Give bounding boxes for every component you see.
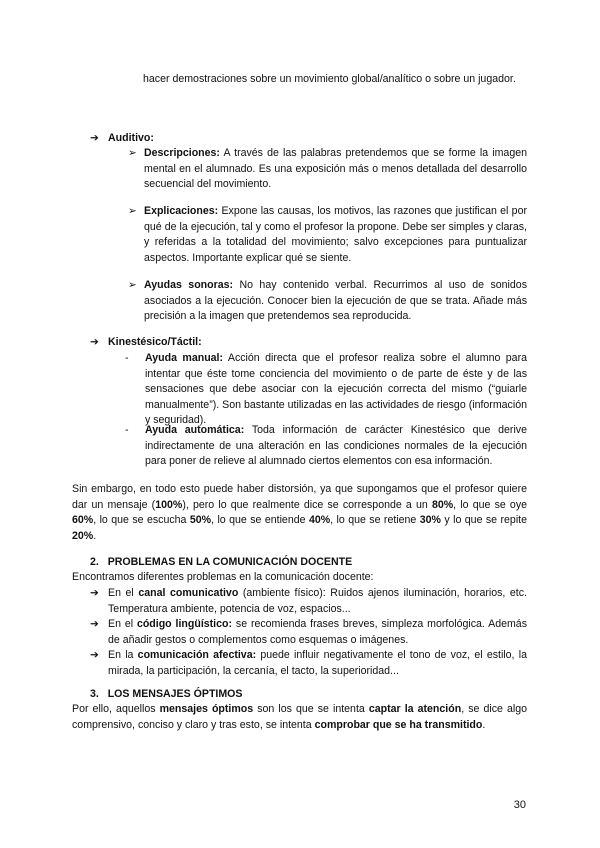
percent: 20% bbox=[72, 529, 94, 542]
list-item-text bbox=[144, 146, 527, 193]
text-run: , se dice algo comprensivo, conciso y claro y tras esto, se intenta bbox=[72, 703, 527, 731]
auditivo-heading bbox=[90, 131, 530, 147]
term: código lingüístico: bbox=[136, 618, 233, 630]
term: canal comunicativo bbox=[138, 587, 239, 599]
dash-bullet-icon: - bbox=[125, 352, 129, 364]
section-number: 3. bbox=[90, 688, 99, 700]
description: No hay contenido verbal. Recurrimos al uso de sonidos asociados a la ejecución. Conocer bien la ejecución de que se trata. Añade más precisión a la imagen que pretendemos sea reproducida. bbox=[144, 279, 527, 323]
triangle-bullet-icon: ➢ bbox=[128, 279, 137, 291]
section-heading bbox=[90, 555, 352, 571]
text-run: , lo que se escucha bbox=[93, 514, 190, 527]
kinestesico-heading-text: Kinestésico/Táctil: bbox=[108, 336, 202, 348]
text-run: En la bbox=[108, 649, 138, 661]
text-run: y lo que se repite bbox=[440, 514, 528, 527]
percent: 100% bbox=[155, 498, 183, 511]
list-item-text bbox=[108, 617, 527, 648]
section-heading bbox=[90, 687, 242, 703]
list-item bbox=[90, 617, 527, 648]
section-number: 2. bbox=[90, 556, 99, 568]
description: Toda información de carácter Kinestésico que derive indirectamente de una alteración en las condiciones normales de la ejecución para poner de relieve al alumnado ciertos elementos con esa información. bbox=[145, 424, 527, 468]
list-item bbox=[125, 351, 527, 429]
triangle-bullet-icon: ➢ bbox=[128, 205, 137, 217]
emphasis: comprobar que se ha transmitido bbox=[314, 718, 483, 731]
description: A través de las palabras pretendemos que se forme la imagen mental en el alumnado. Es una exposición más o menos detallada del desarrollo secuencial del movimiento. bbox=[144, 147, 527, 191]
list-item bbox=[125, 423, 527, 470]
kinestesico-heading bbox=[90, 335, 530, 351]
description: Acción directa que el profesor realiza sobre el alumno para intentar que éste tome conciencia del movimiento o de parte de éste y de las sensaciones que debe asociar con la ejecución correcta del mismo (“guiarle manualmente”). Son bastante utilizadas en las actividades de riesgo (información y seguridad). bbox=[145, 352, 527, 427]
description: se recomienda frases breves, simpleza morfológica. Además de añadir gestos o complementos como esquemas o imágenes. bbox=[108, 618, 527, 646]
text-run: Por ello, aquellos bbox=[72, 703, 160, 715]
list-item bbox=[128, 146, 527, 193]
triangle-bullet-icon: ➢ bbox=[128, 147, 137, 159]
dash-bullet-icon: - bbox=[125, 424, 129, 436]
text-run: . bbox=[482, 718, 486, 731]
list-item-text bbox=[145, 351, 527, 429]
percent: 30% bbox=[419, 514, 441, 527]
emphasis: captar la atención bbox=[368, 703, 462, 715]
section-title: LOS MENSAJES ÓPTIMOS bbox=[107, 688, 243, 700]
term: Ayudas sonoras: bbox=[144, 279, 234, 291]
list-item-text bbox=[144, 278, 527, 325]
emphasis: mensajes óptimos bbox=[159, 703, 254, 715]
section3-paragraph bbox=[72, 702, 527, 733]
text-run: En el bbox=[108, 618, 137, 630]
term: comunicación afectiva: bbox=[137, 649, 257, 661]
percent: 50% bbox=[189, 514, 212, 527]
text-run: , lo que se oye bbox=[453, 498, 528, 511]
term: Explicaciones: bbox=[144, 205, 219, 217]
text-run: En el bbox=[108, 587, 139, 599]
list-item-text bbox=[144, 204, 527, 266]
text-run: Sin embargo, en todo esto puede haber distorsión, ya que supongamos que el profesor quiere dar un mensaje ( bbox=[72, 483, 527, 511]
text-run: son los que se intenta bbox=[253, 703, 369, 715]
description: (ambiente físico): Ruidos ajenos iluminación, horarios, etc. Temperatura ambiente, potencia de voz, espacios... bbox=[108, 587, 527, 615]
text-run: ), pero lo que realmente dice se corresponde a un bbox=[182, 498, 432, 511]
term: Ayuda manual: bbox=[145, 352, 224, 364]
section-intro: Encontramos diferentes problemas en la comunicación docente: bbox=[72, 571, 374, 583]
section-title: PROBLEMAS EN LA COMUNICACIÓN DOCENTE bbox=[107, 556, 353, 568]
text-run: . bbox=[93, 529, 97, 542]
arrow-icon: ➔ bbox=[90, 336, 99, 348]
arrow-icon: ➔ bbox=[90, 132, 99, 144]
percent: 60% bbox=[72, 514, 94, 527]
list-item-text bbox=[145, 423, 527, 470]
percent: 80% bbox=[431, 498, 454, 511]
text-run: , lo que se entiende bbox=[211, 514, 309, 527]
list-item-text bbox=[108, 586, 527, 617]
continuation-text: hacer demostraciones sobre un movimiento global/analítico o sobre un jugador. bbox=[143, 73, 516, 85]
list-item bbox=[90, 648, 527, 679]
list-item bbox=[128, 204, 527, 266]
arrow-icon: ➔ bbox=[90, 587, 99, 599]
auditivo-heading-text: Auditivo: bbox=[108, 132, 154, 144]
arrow-icon: ➔ bbox=[90, 649, 99, 661]
percent: 40% bbox=[308, 514, 331, 527]
term: Descripciones: bbox=[144, 147, 220, 159]
page-number: 30 bbox=[513, 799, 526, 811]
list-item bbox=[128, 278, 527, 325]
list-item bbox=[90, 586, 527, 617]
description: puede influir negativamente el tono de voz, el estilo, la mirada, la participación, la cercanía, el tacto, la superioridad... bbox=[108, 649, 527, 677]
distortion-paragraph bbox=[72, 482, 527, 544]
term: Ayuda automática: bbox=[145, 424, 245, 436]
text-run: , lo que se retiene bbox=[330, 514, 420, 527]
description: Expone las causas, los motivos, las razones que justifican el por qué de la ejecución, tal y como el profesor la propone. Debe ser simples y claras, y referidas a la totalidad del movimiento; salvo excepciones para puntualizar aspectos. Importante explicar qué se siente. bbox=[144, 205, 527, 264]
arrow-icon: ➔ bbox=[90, 618, 99, 630]
list-item-text bbox=[108, 648, 527, 679]
